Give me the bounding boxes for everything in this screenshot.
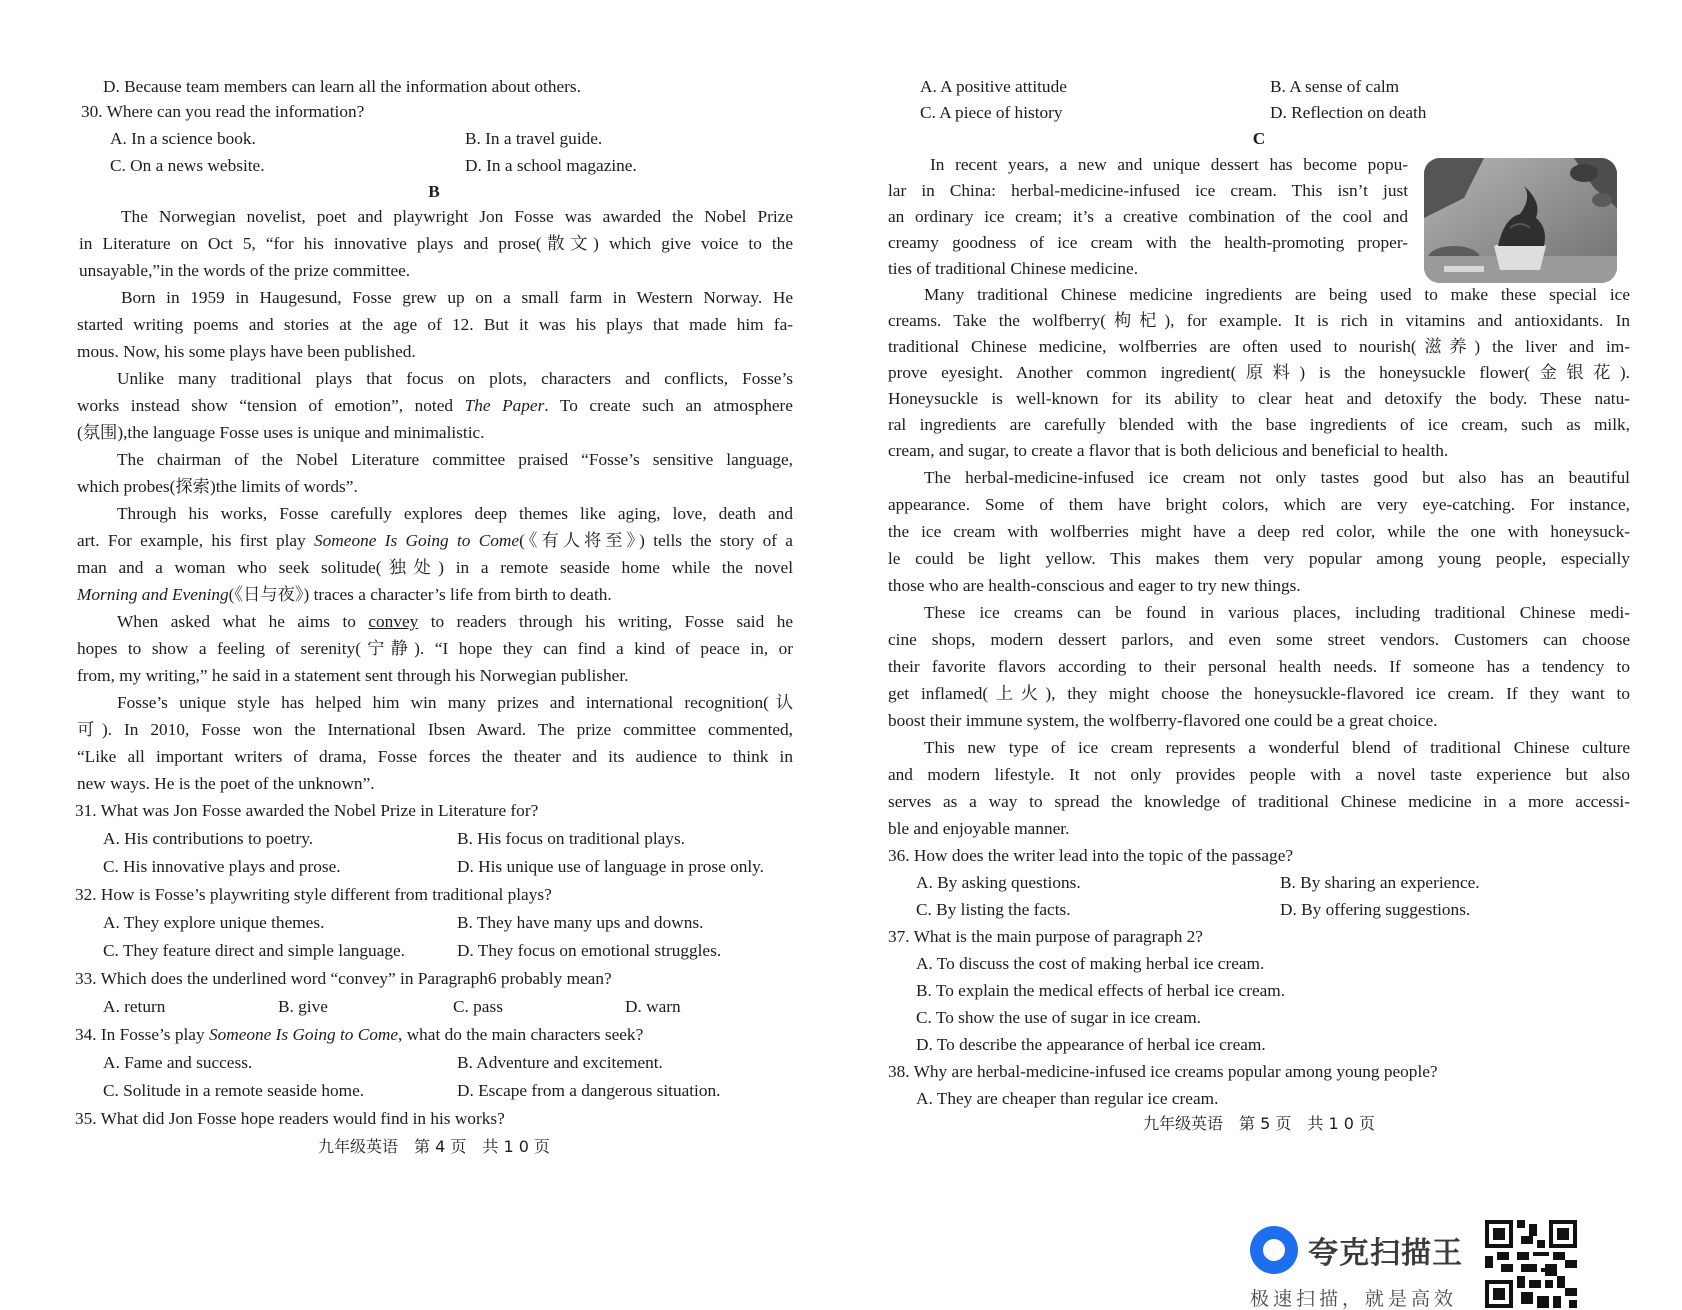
answer-option: A. In a science book.: [110, 129, 256, 148]
footer-grade: 九年级英语: [318, 1137, 399, 1156]
text-line: Morning and Evening(《日与夜》) traces a character’s life from birth to death.: [77, 585, 612, 604]
text-line: cine shops, modern dessert parlors, and even some street vendors. Customers can choose: [888, 630, 1630, 649]
text-line: (氛围),the language Fosse uses is unique and minimalistic.: [77, 423, 485, 442]
qr-code-icon: [1485, 1220, 1577, 1308]
text-line: works instead show “tension of emotion”, noted The Paper. To create such an atmosphere: [77, 396, 793, 415]
footer-page: 第 4 页: [414, 1137, 467, 1156]
answer-option: B. In a travel guide.: [465, 129, 603, 148]
text-line: the ice cream with wolfberries might have a deep red color, while the one with honeysuck-: [888, 522, 1630, 541]
option-row: [75, 1052, 793, 1074]
text-line: Unlike many traditional plays that focus on plots, characters and conflicts, Fosse’s: [117, 369, 793, 388]
text-line: serves as a way to spread the knowledge of traditional Chinese medicine in a more accessi-: [888, 792, 1630, 811]
footer-total: 共 1 0 页: [482, 1137, 550, 1156]
text-line: an ordinary ice cream; it’s a creative combination of the cool and: [888, 207, 1408, 226]
scanner-watermark: [1250, 1218, 1580, 1308]
text-line: The Norwegian novelist, poet and playwright Jon Fosse was awarded the Nobel Prize: [121, 207, 793, 226]
text-line: “Like all important writers of drama, Fosse forces the theater and its audience to think in: [77, 747, 793, 766]
text-line: started writing poems and stories at the age of 12. But it was his plays that made him fa-: [77, 315, 793, 334]
text-line: 30. Where can you read the information?: [81, 102, 365, 121]
answer-option: C. By listing the facts.: [916, 900, 1071, 919]
answer-option: C. Solitude in a remote seaside home.: [103, 1081, 365, 1100]
text-line: These ice creams can be found in various places, including traditional Chinese medi-: [924, 603, 1630, 622]
section-heading: B: [428, 182, 440, 201]
text-line: unsayable,”in the words of the prize committee.: [79, 261, 411, 280]
text-line: those who are health-conscious and eager to try new things.: [888, 576, 1301, 595]
answer-option: A. Fame and success.: [103, 1053, 253, 1072]
text-line: traditional Chinese medicine, wolfberries are often used to nourish(滋养) the liver and im-: [888, 337, 1630, 356]
text-line: cream, and sugar, to create a flavor that is both delicious and beneficial to health.: [888, 441, 1449, 460]
answer-option: A. They explore unique themes.: [103, 913, 325, 932]
text-line: 33. Which does the underlined word “convey” in Paragraph6 probably mean?: [75, 969, 612, 988]
footer-total: 共 1 0 页: [1307, 1114, 1375, 1133]
answer-option: C. On a news website.: [110, 156, 265, 175]
watermark-slogan: 极速扫描，就是高效: [1250, 1288, 1458, 1310]
text-line: Born in 1959 in Haugesund, Fosse grew up on a small farm in Western Norway. He: [121, 288, 793, 307]
text-line: prove eyesight. Another common ingredient(原料) is the honeysuckle flower(金银花).: [888, 363, 1630, 382]
text-line: Fosse’s unique style has helped him win many prizes and international recognition(认: [117, 693, 793, 712]
answer-option: B. A sense of calm: [1270, 77, 1400, 96]
answer-option: A. By asking questions.: [916, 873, 1081, 892]
option-row: [888, 76, 1630, 98]
text-line: from, my writing,” he said in a statement sent through his Norwegian publisher.: [77, 666, 629, 685]
option-row: [888, 102, 1630, 124]
option-row: [75, 856, 793, 878]
answer-option: D. In a school magazine.: [465, 156, 637, 175]
footer-grade: 九年级英语: [1143, 1114, 1224, 1133]
answer-option: C. They feature direct and simple language.: [103, 941, 405, 960]
text-line: appearance. Some of them have bright colors, which are very eye-catching. For instance,: [888, 495, 1630, 514]
footer-page: 第 5 页: [1239, 1114, 1292, 1133]
option-row: [75, 940, 793, 962]
text-line: This new type of ice cream represents a wonderful blend of traditional Chinese culture: [924, 738, 1630, 757]
text-line: man and a woman who seek solitude(独处) in a remote seaside home while the novel: [77, 558, 793, 577]
text-line: A. They are cheaper than regular ice cream.: [916, 1089, 1219, 1108]
text-line: 37. What is the main purpose of paragraph 2?: [888, 927, 1203, 946]
option-row: [888, 899, 1630, 921]
text-line: ties of traditional Chinese medicine.: [888, 259, 1139, 278]
page-footer: [75, 1136, 793, 1158]
option-row: [75, 996, 793, 1018]
answer-option: B. Adventure and excitement.: [457, 1053, 663, 1072]
text-line: The chairman of the Nobel Literature committee praised “Fosse’s sensitive language,: [117, 450, 793, 469]
answer-option: A. A positive attitude: [920, 77, 1067, 96]
text-line: 31. What was Jon Fosse awarded the Nobel Prize in Literature for?: [75, 801, 539, 820]
text-line: ble and enjoyable manner.: [888, 819, 1070, 838]
answer-option: A. return: [103, 997, 166, 1016]
text-line: creamy goodness of ice cream with the health-promoting proper-: [888, 233, 1408, 252]
text-line: ral ingredients are carefully blended with the base ingredients of ice cream, such as milk,: [888, 415, 1630, 434]
text-line: Through his works, Fosse carefully explores deep themes like aging, love, death and: [117, 504, 793, 523]
text-line: 34. In Fosse’s play Someone Is Going to Come, what do the main characters seek?: [75, 1025, 644, 1044]
section-heading: C: [1252, 129, 1266, 148]
text-line: 35. What did Jon Fosse hope readers would find in his works?: [75, 1109, 505, 1128]
option-row: [75, 828, 793, 850]
answer-option: B. By sharing an experience.: [1280, 873, 1480, 892]
text-line: 可). In 2010, Fosse won the International Ibsen Award. The prize committee commented,: [77, 720, 793, 739]
text-line: boost their immune system, the wolfberry-flavored one could be a great choice.: [888, 711, 1438, 730]
text-line: le could be light yellow. This makes them very popular among young people, especially: [888, 549, 1630, 568]
option-row: [75, 155, 793, 177]
text-line: creams. Take the wolfberry(枸杞), for example. It is rich in vitamins and antioxidants. In: [888, 311, 1630, 330]
text-line: in Literature on Oct 5, “for his innovative plays and prose(散文) which give voice to the: [79, 234, 793, 253]
page-footer: [888, 1113, 1630, 1135]
text-line: D. Because team members can learn all the information about others.: [103, 77, 581, 96]
text-line: get inflamed(上火), they might choose the honeysuckle-flavored ice cream. If they want to: [888, 684, 1630, 703]
text-line: Honeysuckle is well-known for its ability to clear heat and detoxify the body. These natu-: [888, 389, 1630, 408]
text-line: 38. Why are herbal-medicine-infused ice creams popular among young people?: [888, 1062, 1438, 1081]
text-line: D. To describe the appearance of herbal ice cream.: [916, 1035, 1266, 1054]
watermark-brand: 夸克扫描王: [1308, 1236, 1463, 1271]
text-line: 32. How is Fosse’s playwriting style different from traditional plays?: [75, 885, 552, 904]
answer-option: B. His focus on traditional plays.: [457, 829, 685, 848]
quark-logo-icon: [1250, 1226, 1298, 1274]
ice-cream-photo: [1424, 158, 1617, 283]
text-line: Many traditional Chinese medicine ingredients are being used to make these special ice: [924, 285, 1630, 304]
text-line: lar in China: herbal-medicine-infused ice cream. This isn’t just: [888, 181, 1408, 200]
answer-option: A. His contributions to poetry.: [103, 829, 314, 848]
text-line: B. To explain the medical effects of herbal ice cream.: [916, 981, 1286, 1000]
answer-option: C. A piece of history: [920, 103, 1063, 122]
option-row: [75, 128, 793, 150]
text-line: art. For example, his first play Someone Is Going to Come(《有人将至》) tells the story of a: [77, 531, 793, 550]
option-row: [888, 872, 1630, 894]
text-line: their favorite flavors according to their personal health needs. If someone has a tendency to: [888, 657, 1630, 676]
text-line: When asked what he aims to convey to readers through his writing, Fosse said he: [117, 612, 793, 631]
text-line: The herbal-medicine-infused ice cream not only tastes good but also has an beautiful: [924, 468, 1630, 487]
answer-option: D. By offering suggestions.: [1280, 900, 1471, 919]
text-line: In recent years, a new and unique dessert has become popu-: [930, 155, 1408, 174]
text-line: new ways. He is the poet of the unknown”.: [77, 774, 375, 793]
text-line: which probes(探索)the limits of words”.: [77, 477, 358, 496]
option-row: [75, 1080, 793, 1102]
answer-option: D. Reflection on death: [1270, 103, 1427, 122]
answer-option: D. They focus on emotional struggles.: [457, 941, 722, 960]
answer-option: B. They have many ups and downs.: [457, 913, 704, 932]
answer-option: D. Escape from a dangerous situation.: [457, 1081, 721, 1100]
answer-option: D. warn: [625, 997, 681, 1016]
answer-option: C. pass: [453, 997, 503, 1016]
text-line: hopes to show a feeling of serenity(宁静). “I hope they can find a kind of peace in, or: [77, 639, 793, 658]
answer-option: C. His innovative plays and prose.: [103, 857, 341, 876]
text-line: A. To discuss the cost of making herbal ice cream.: [916, 954, 1265, 973]
answer-option: B. give: [278, 997, 328, 1016]
option-row: [75, 912, 793, 934]
text-line: mous. Now, his some plays have been published.: [77, 342, 416, 361]
text-line: and modern lifestyle. It not only provides people with a novel taste experience but also: [888, 765, 1630, 784]
answer-option: D. His unique use of language in prose only.: [457, 857, 765, 876]
text-line: 36. How does the writer lead into the topic of the passage?: [888, 846, 1294, 865]
text-line: C. To show the use of sugar in ice cream.: [916, 1008, 1201, 1027]
